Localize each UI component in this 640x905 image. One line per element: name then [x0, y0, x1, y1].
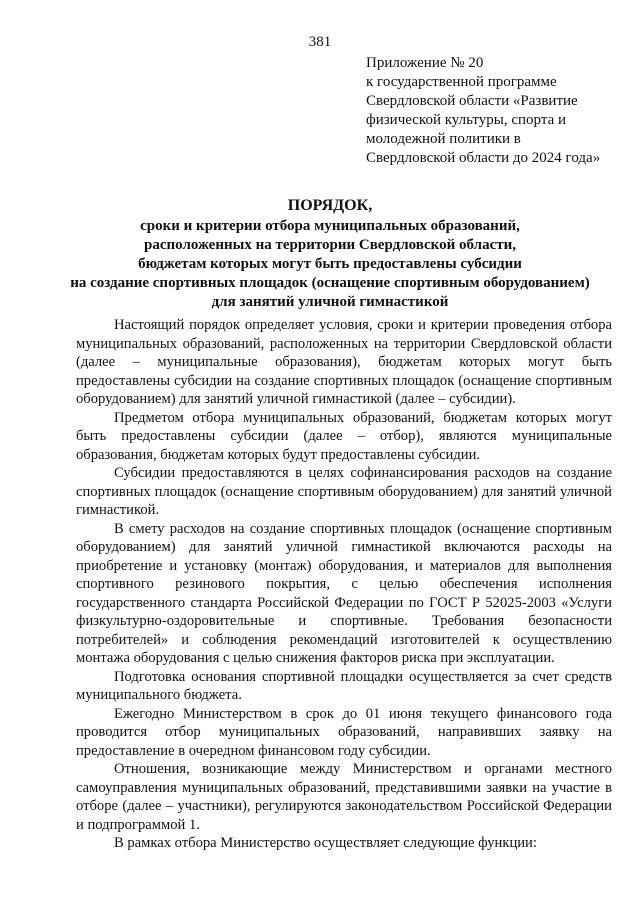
page-number: 381: [308, 34, 332, 50]
title-line: на создание спортивных площадок (оснащение спортивным оборудованием): [70, 275, 590, 291]
body-paragraph: В рамках отбора Министерство осуществляет следующие функции:: [114, 835, 537, 851]
appendix-block: [366, 54, 626, 168]
title-heading: ПОРЯДОК,: [287, 197, 373, 214]
title-line: расположенных на территории Свердловской области,: [144, 237, 516, 253]
appendix-line: Свердловской области до 2024 года»: [366, 150, 601, 166]
document-title: [60, 196, 600, 312]
body-paragraph: В смету расходов на создание спортивных площадок (оснащение спортивным оборудованием) для занятий уличной гимнастикой включаются расходы на приобретение и установку (монтаж) оборудования, и материалов для выполнения спортивного резинового покрытия, с целью обеспечения исполнения государственного стандарта Российской Федерации по ГОСТ Р 52025-2003 «Услуги физкультурно-оздоровительные и спортивные. Требования безопасности потребителей» и соблюдения рекомендаций изготовителей к осуществлению монтажа оборудования с целью снижения факторов риска при эксплуатации.: [76, 520, 612, 666]
document-body: [76, 316, 612, 853]
title-line: для занятий уличной гимнастикой: [211, 294, 449, 310]
body-paragraph: Субсидии предоставляются в целях софинансирования расходов на создание спортивных площадок (оснащение спортивным оборудованием) для занятий уличной гимнастикой.: [76, 465, 612, 518]
body-paragraph: Ежегодно Министерством в срок до 01 июня текущего финансового года проводится отбор муниципальных образований, направивших заявку на предоставление в очередном финансовом году субсидии.: [76, 705, 612, 759]
body-paragraph: Отношения, возникающие между Министерством и органами местного самоуправления муниципальных образований, представившими заявки на участие в отборе (далее – участники), регулируются законодательством Российской Федерации и подпрограммой 1.: [76, 761, 612, 833]
body-paragraph: Предметом отбора муниципальных образований, бюджетам которых могут быть предоставлены субсидии (далее – отбор), являются муниципальные образования, бюджетам которых будут предоставлены субсидии.: [76, 409, 612, 463]
appendix-line: к государственной программе: [366, 74, 557, 90]
appendix-line: Свердловской области «Развитие: [366, 93, 578, 109]
appendix-line: физической культуры, спорта и: [366, 112, 567, 128]
body-paragraph: Настоящий порядок определяет условия, сроки и критерии проведения отбора муниципальных образований, расположенных на территории Свердловской области (далее – муниципальные образования), бюджетам которых могут быть предоставлены субсидии на создание спортивных площадок (оснащение спортивным оборудованием) для занятий уличной гимнастикой (далее – субсидии).: [76, 317, 612, 407]
title-line: сроки и критерии отбора муниципальных образований,: [140, 218, 520, 234]
title-line: бюджетам которых могут быть предоставлены субсидии: [138, 256, 522, 272]
appendix-line: молодежной политики в: [366, 131, 521, 147]
body-paragraph: Подготовка основания спортивной площадки осуществляется за счет средств муниципального бюджета.: [76, 668, 612, 703]
appendix-line: Приложение № 20: [366, 55, 484, 71]
